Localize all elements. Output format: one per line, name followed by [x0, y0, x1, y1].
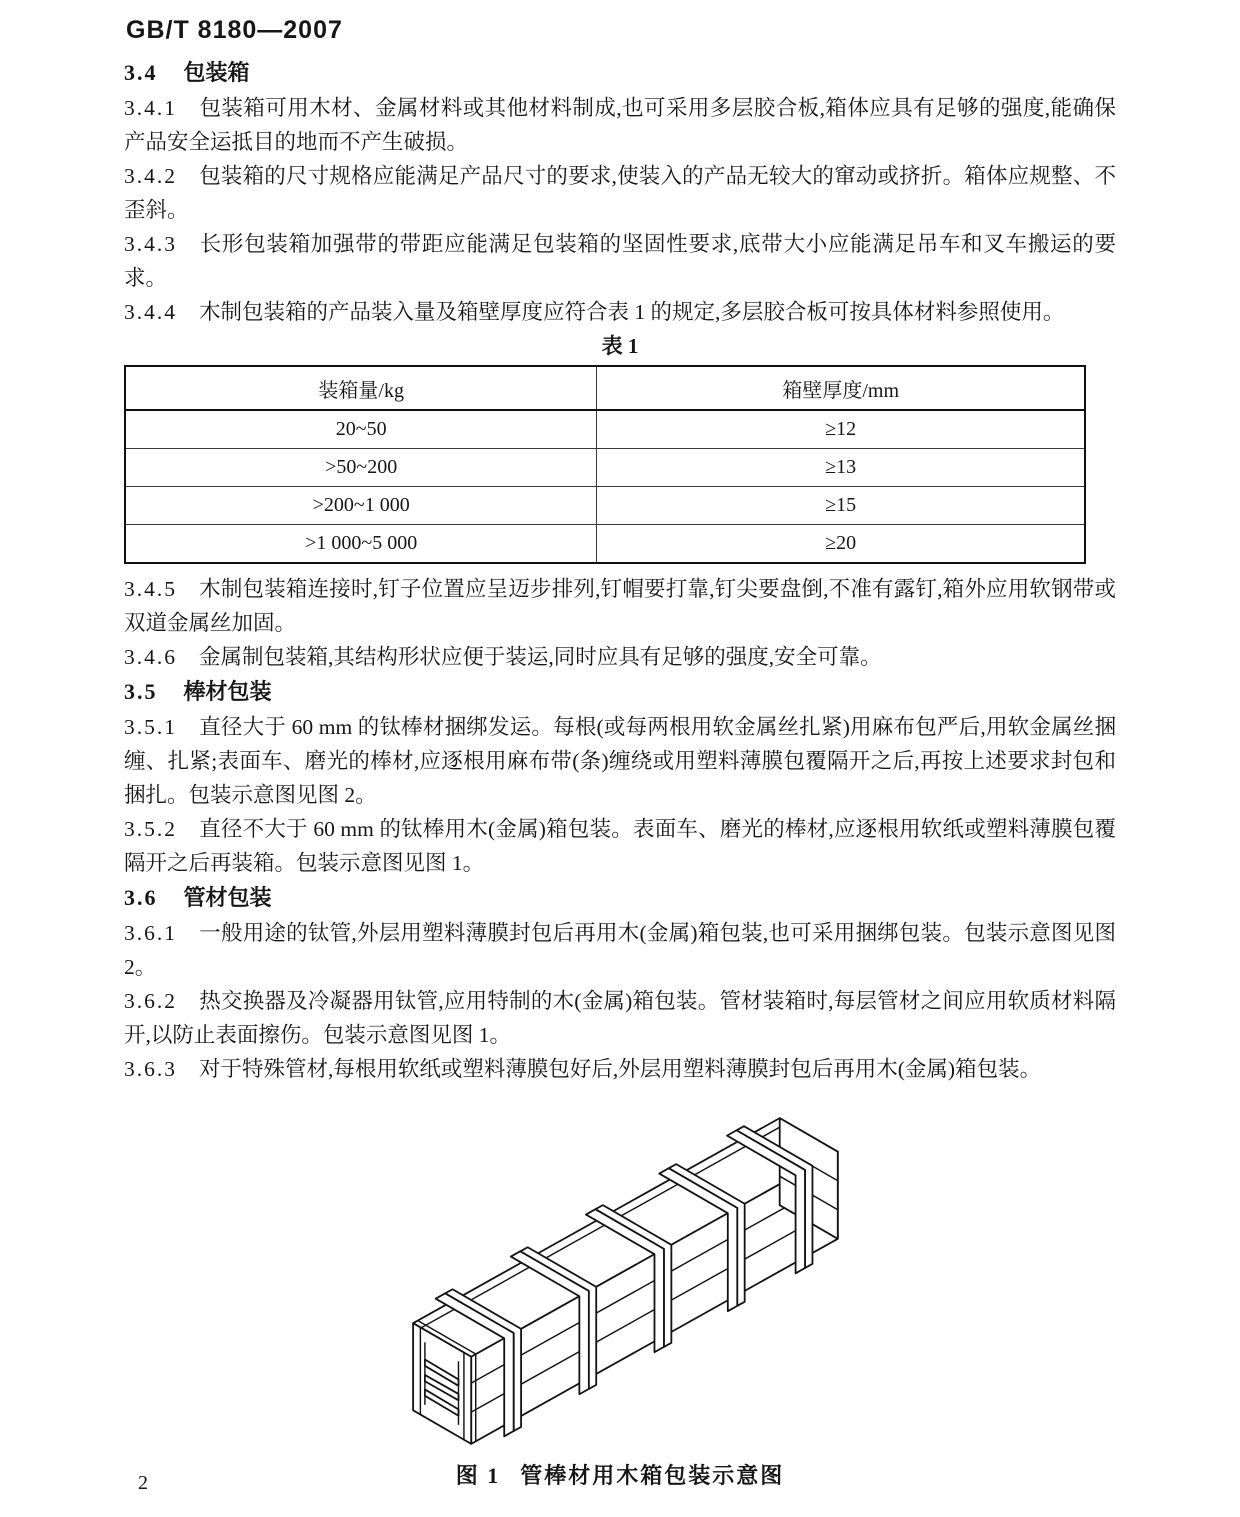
clause-heading-3-5	[124, 674, 1116, 710]
clause-text: 一般用途的钛管,外层用塑料薄膜封包后再用木(金属)箱包装,也可采用捆绑包装。包装示意图见图 2。	[124, 921, 1116, 979]
clause-text: 管材包装	[183, 885, 272, 910]
table-1-title: 表 1	[601, 334, 639, 358]
clause-text: 包装箱的尺寸规格应能满足产品尺寸的要求,使装入的产品无较大的窜动或挤折。箱体应规整、不歪斜。	[124, 164, 1116, 222]
clause-3-4-1	[124, 91, 1116, 159]
cell-qty: >1 000~5 000	[125, 525, 597, 564]
clause-number: 3.4.2	[124, 164, 177, 188]
clause-heading-3-6	[124, 880, 1116, 916]
standard-number: GB/T 8180—2007	[126, 16, 343, 44]
clause-number: 3.5	[124, 679, 158, 704]
clause-number: 3.4	[124, 60, 158, 85]
table-row	[125, 525, 1085, 564]
clause-number: 3.5.2	[124, 817, 177, 841]
cell-thickness: ≥13	[597, 449, 1085, 487]
clause-number: 3.6.2	[124, 989, 177, 1013]
cell-qty: >200~1 000	[125, 487, 597, 525]
clause-number: 3.6	[124, 885, 158, 910]
clause-number: 3.6.1	[124, 921, 177, 945]
figure-1-caption	[124, 1461, 1116, 1491]
table-row	[125, 410, 1085, 449]
table-row	[125, 487, 1085, 525]
cell-thickness: ≥15	[597, 487, 1085, 525]
table-header-row	[125, 366, 1085, 410]
clause-number: 3.5.1	[124, 715, 177, 739]
table-row	[125, 449, 1085, 487]
clause-text: 木制包装箱连接时,钉子位置应呈迈步排列,钉帽要打靠,钉尖要盘倒,不准有露钉,箱外应用软钢带或双道金属丝加固。	[124, 577, 1116, 635]
clause-number: 3.4.5	[124, 577, 177, 601]
clause-text: 对于特殊管材,每根用软纸或塑料薄膜包好后,外层用塑料薄膜封包后再用木(金属)箱包装。	[199, 1057, 1042, 1081]
clause-text: 包装箱	[183, 60, 250, 85]
clause-text: 直径大于 60 mm 的钛棒材捆绑发运。每根(或每两根用软金属丝扎紧)用麻布包严后,用软金属丝捆缠、扎紧;表面车、磨光的棒材,应逐根用麻布带(条)缠绕或用塑料薄膜包覆隔开之后,再按上述要求封包和捆扎。包装示意图见图 2。	[124, 715, 1116, 807]
clause-text: 热交换器及冷凝器用钛管,应用特制的木(金属)箱包装。管材装箱时,每层管材之间应用软质材料隔开,以防止表面擦伤。包装示意图见图 1。	[124, 989, 1116, 1047]
table-1	[124, 365, 1086, 564]
figure-1	[124, 1098, 1116, 1491]
clause-number: 3.6.3	[124, 1057, 177, 1081]
table-header-qty: 装箱量/kg	[125, 366, 597, 410]
clause-3-4-3	[124, 227, 1116, 295]
figure-1-crate-drawing	[375, 1098, 865, 1454]
clause-3-5-1	[124, 710, 1116, 812]
clause-text: 包装箱可用木材、金属材料或其他材料制成,也可采用多层胶合板,箱体应具有足够的强度,能确保产品安全运抵目的地而不产生破损。	[124, 96, 1116, 154]
cell-thickness: ≥20	[597, 525, 1085, 564]
clause-number: 3.4.1	[124, 96, 177, 120]
table-header-thickness: 箱壁厚度/mm	[597, 366, 1085, 410]
figure-caption-text: 管棒材用木箱包装示意图	[520, 1463, 785, 1488]
clause-3-6-3	[124, 1052, 1116, 1086]
clause-3-4-5	[124, 572, 1116, 640]
clause-text: 直径不大于 60 mm 的钛棒用木(金属)箱包装。表面车、磨光的棒材,应逐根用软纸或塑料薄膜包覆隔开之后再装箱。包装示意图见图 1。	[124, 817, 1116, 875]
clause-3-4-2	[124, 159, 1116, 227]
clause-text: 金属制包装箱,其结构形状应便于装运,同时应具有足够的强度,安全可靠。	[199, 645, 882, 669]
clause-3-4-6	[124, 640, 1116, 674]
clause-3-6-1	[124, 916, 1116, 984]
clause-text: 棒材包装	[183, 679, 272, 704]
clause-number: 3.4.3	[124, 232, 177, 256]
figure-caption-label: 图 1	[455, 1463, 501, 1488]
cell-qty: >50~200	[125, 449, 597, 487]
clause-3-5-2	[124, 812, 1116, 880]
clause-3-6-2	[124, 984, 1116, 1052]
clause-number: 3.4.4	[124, 300, 177, 324]
page-number: 2	[138, 1472, 148, 1494]
clause-heading-3-4	[124, 55, 1116, 91]
cell-thickness: ≥12	[597, 410, 1085, 449]
clause-text: 长形包装箱加强带的带距应能满足包装箱的坚固性要求,底带大小应能满足吊车和叉车搬运的要求。	[124, 232, 1116, 290]
cell-qty: 20~50	[125, 410, 597, 449]
clause-number: 3.4.6	[124, 645, 177, 669]
clause-text: 木制包装箱的产品装入量及箱壁厚度应符合表 1 的规定,多层胶合板可按具体材料参照使用。	[199, 300, 1065, 324]
clause-3-4-4	[124, 295, 1116, 329]
